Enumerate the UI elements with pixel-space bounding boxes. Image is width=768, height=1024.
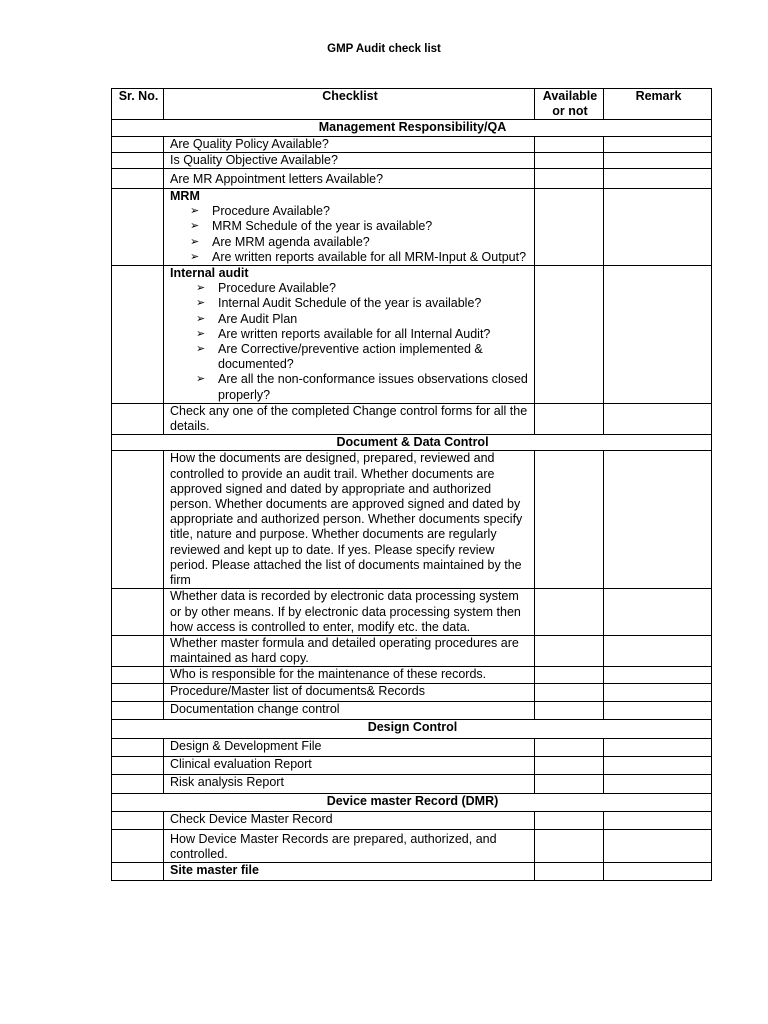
header-checklist: Checklist [164,89,535,120]
sr-cell [112,667,164,683]
checklist-cell: Whether master formula and detailed operating procedures are maintained as hard copy. [164,635,535,666]
table-row [112,152,712,168]
checklist-cell: Are Quality Policy Available? [164,136,535,152]
arrow-bullet-icon: ➢ [190,250,200,263]
available-cell[interactable] [535,136,604,152]
checklist-cell: Site master file [164,862,535,880]
available-cell[interactable] [535,774,604,793]
remark-cell[interactable] [604,169,712,189]
table-row [112,589,712,636]
list-item: ➢ Are all the non-conformance issues observations closed properly? [196,372,528,402]
available-cell[interactable] [535,451,604,589]
table-row [112,701,712,719]
table-row [112,667,712,683]
arrow-bullet-icon: ➢ [196,282,206,295]
available-cell[interactable] [535,266,604,404]
table-row [112,451,712,589]
arrow-bullet-icon: ➢ [196,343,206,356]
remark-cell[interactable] [604,667,712,683]
sr-cell [112,738,164,756]
remark-cell[interactable] [604,403,712,434]
header-remark: Remark [604,89,712,120]
section-row [112,793,712,811]
mrm-title: MRM [170,189,200,204]
sr-cell [112,403,164,434]
remark-cell[interactable] [604,683,712,701]
list-item: ➢ Are MRM agenda available? [190,234,370,249]
list-item: ➢ Internal Audit Schedule of the year is available? [196,296,482,311]
section-design-control: Design Control [112,719,712,738]
remark-cell[interactable] [604,635,712,666]
checklist-cell: Design & Development File [164,738,535,756]
available-cell[interactable] [535,403,604,434]
checklist-cell: How the documents are designed, prepared, reviewed and controlled to provide an audit trail. Whether documents are approved signed and dated by appropriate and authorized person. Whether documents are approved signed and dated by appropriate and authorized person. Whether documents specify title, nature and purpose. Whether documents are regularly reviewed and kept up to date. If yes. Please specify review period. Please attached the list of documents maintained by the firm [164,451,535,589]
sr-cell [112,189,164,266]
remark-cell[interactable] [604,774,712,793]
internal-audit-title: Internal audit [170,266,249,281]
arrow-bullet-icon: ➢ [196,373,206,386]
section-row [112,719,712,738]
section-document-control: Document & Data Control [112,435,712,451]
table-row [112,738,712,756]
available-cell[interactable] [535,811,604,829]
sr-cell [112,136,164,152]
table-row [112,266,712,404]
arrow-bullet-icon: ➢ [196,327,206,340]
checklist-cell: Who is responsible for the maintenance of these records. [164,667,535,683]
checklist-cell: Check Device Master Record [164,811,535,829]
sr-cell [112,811,164,829]
sr-cell [112,589,164,636]
document-title: GMP Audit check list [327,43,441,55]
arrow-bullet-icon: ➢ [190,205,200,218]
remark-cell[interactable] [604,862,712,880]
remark-cell[interactable] [604,136,712,152]
header-sr-no: Sr. No. [112,89,164,120]
remark-cell[interactable] [604,189,712,266]
header-available: Available or not [535,89,604,120]
sr-cell [112,701,164,719]
table-row [112,756,712,774]
table-row [112,683,712,701]
table-row [112,635,712,666]
list-item: ➢ MRM Schedule of the year is available? [190,219,433,234]
mrm-list [170,204,530,265]
sr-cell [112,774,164,793]
available-cell[interactable] [535,635,604,666]
available-cell[interactable] [535,589,604,636]
table-row [112,811,712,829]
checklist-cell: How Device Master Records are prepared, authorized, and controlled. [164,829,535,862]
remark-cell[interactable] [604,701,712,719]
sr-cell [112,451,164,589]
list-item: ➢ Are written reports available for all MRM-Input & Output? [190,249,527,264]
remark-cell[interactable] [604,589,712,636]
checklist-cell: Risk analysis Report [164,774,535,793]
list-item: ➢ Procedure Available? [190,204,330,219]
remark-cell[interactable] [604,738,712,756]
sr-cell [112,266,164,404]
checklist-cell: Are MR Appointment letters Available? [164,169,535,189]
internal-audit-list [170,281,530,403]
sr-cell [112,169,164,189]
list-item: ➢ Are Corrective/preventive action implemented & documented? [196,342,483,372]
list-item: ➢ Procedure Available? [196,281,336,296]
section-dmr: Device master Record (DMR) [112,793,712,811]
checklist-cell: Is Quality Objective Available? [164,152,535,168]
remark-cell[interactable] [604,451,712,589]
checklist-cell: Procedure/Master list of documents& Records [164,683,535,701]
sr-cell [112,683,164,701]
arrow-bullet-icon: ➢ [196,312,206,325]
checklist-cell [164,266,535,404]
remark-cell[interactable] [604,811,712,829]
checklist-cell: Check any one of the completed Change control forms for all the details. [164,403,535,434]
available-cell[interactable] [535,756,604,774]
list-item: ➢ Are Audit Plan [196,311,298,326]
sr-cell [112,152,164,168]
table-row [112,403,712,434]
remark-cell[interactable] [604,152,712,168]
checklist-cell [164,189,535,266]
sr-cell [112,756,164,774]
available-cell[interactable] [535,667,604,683]
table-row [112,136,712,152]
table-row [112,774,712,793]
remark-cell[interactable] [604,266,712,404]
available-cell[interactable] [535,701,604,719]
arrow-bullet-icon: ➢ [196,297,206,310]
checklist-cell: Documentation change control [164,701,535,719]
checklist-table [111,88,712,881]
section-management: Management Responsibility/QA [112,120,712,136]
remark-cell[interactable] [604,756,712,774]
available-cell[interactable] [535,738,604,756]
checklist-cell: Clinical evaluation Report [164,756,535,774]
table-row [112,829,712,862]
list-item: ➢ Are written reports available for all Internal Audit? [196,326,491,341]
arrow-bullet-icon: ➢ [190,220,200,233]
available-cell[interactable] [535,152,604,168]
available-cell[interactable] [535,862,604,880]
section-row [112,120,712,136]
header-row [112,89,712,120]
section-row [112,435,712,451]
sr-cell [112,862,164,880]
remark-cell[interactable] [604,829,712,862]
checklist-cell: Whether data is recorded by electronic data processing system or by other means. If by electronic data processing system then how access is controlled to enter, modify etc. the data. [164,589,535,636]
table-row [112,169,712,189]
sr-cell [112,635,164,666]
table-row [112,189,712,266]
arrow-bullet-icon: ➢ [190,235,200,248]
available-cell[interactable] [535,683,604,701]
available-cell[interactable] [535,169,604,189]
available-cell[interactable] [535,829,604,862]
available-cell[interactable] [535,189,604,266]
sr-cell [112,829,164,862]
table-row [112,862,712,880]
